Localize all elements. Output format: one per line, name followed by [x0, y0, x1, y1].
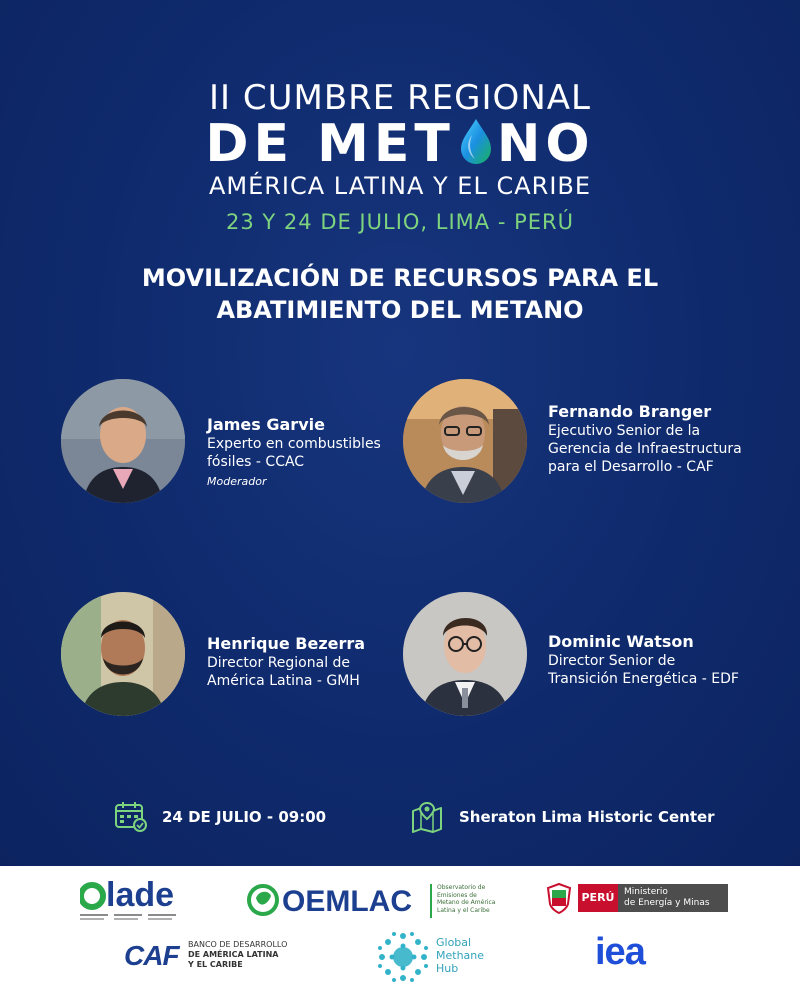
speaker-card-henrique-bezerra — [207, 634, 397, 690]
event-date-place: 23 Y 24 DE JULIO, LIMA - PERÚ — [226, 210, 574, 234]
speaker-role-line1: Director Regional de — [207, 655, 351, 671]
speaker-name: James Garvie — [207, 415, 325, 434]
oemlac-logo — [247, 880, 497, 924]
oemlac-subtitle-2: Emisiones de — [437, 891, 477, 899]
olade-logo — [80, 874, 230, 924]
speaker-card-james-garvie — [207, 415, 397, 488]
session-venue: Sheraton Lima Historic Center — [459, 808, 715, 826]
calendar-icon — [114, 799, 148, 833]
map-pin-icon — [410, 799, 444, 833]
minem-line2: de Energía y Minas — [624, 898, 710, 908]
event-title-part2: NO — [496, 114, 595, 174]
session-title — [0, 262, 800, 326]
minem-line1: Ministerio — [624, 887, 668, 897]
session-title-line1: MOVILIZACIÓN DE RECURSOS PARA EL — [141, 264, 659, 292]
speaker-role-line2: Transición Energética - EDF — [548, 671, 739, 687]
speaker-name: Fernando Branger — [548, 402, 712, 421]
speaker-role-line2: fósiles - CCAC — [207, 454, 305, 470]
event-region: AMÉRICA LATINA Y EL CARIBE — [208, 172, 592, 200]
minem-label — [618, 884, 728, 912]
iea-wordmark: iea — [595, 931, 645, 973]
gmh-line3: Hub — [436, 962, 459, 975]
caf-subtitle-1: BANCO DE DESARROLLO — [188, 940, 288, 949]
caf-wordmark: CAF — [124, 940, 179, 971]
speaker-tag: Moderador — [207, 475, 267, 488]
svg-text:lade: lade — [106, 876, 175, 914]
speaker-name: Henrique Bezerra — [207, 634, 366, 653]
speaker-role-line3: para el Desarrollo - CAF — [548, 459, 714, 475]
minem-peru-logo — [544, 880, 728, 916]
peru-label: PERÚ — [578, 884, 618, 912]
iea-logo — [595, 932, 675, 972]
oemlac-subtitle-3: Metano de América — [437, 899, 496, 906]
sponsor-logos — [0, 866, 800, 1000]
global-methane-hub-logo — [374, 928, 494, 986]
oemlac-subtitle-1: Observatorio de — [437, 884, 486, 891]
gmh-line1: Global — [436, 936, 472, 949]
speaker-role-line2: América Latina - GMH — [207, 673, 360, 689]
caf-subtitle-3: Y EL CARIBE — [188, 960, 243, 969]
session-title-line2: ABATIMIENTO DEL METANO — [216, 296, 584, 324]
speaker-card-fernando-branger — [548, 402, 768, 476]
speaker-role-line1: Ejecutivo Senior de la — [548, 423, 701, 439]
caf-logo — [124, 938, 294, 978]
oemlac-subtitle-4: Latina y el Caribe — [437, 906, 490, 914]
speaker-role-line2: Gerencia de Infraestructura — [548, 441, 742, 457]
speaker-name: Dominic Watson — [548, 632, 694, 651]
svg-text:OEMLAC: OEMLAC — [282, 885, 412, 918]
methane-drop-icon — [457, 115, 495, 167]
speaker-role-line1: Experto en combustibles — [207, 436, 381, 452]
speaker-photo-dominic-watson — [403, 592, 527, 716]
gmh-line2: Methane — [436, 949, 485, 962]
speaker-photo-fernando-branger — [403, 379, 527, 503]
event-title-line2 — [0, 114, 800, 174]
event-title-line1: II CUMBRE REGIONAL — [209, 78, 591, 118]
session-date-time: 24 DE JULIO - 09:00 — [162, 808, 327, 826]
caf-subtitle-2: DE AMÉRICA LATINA — [188, 950, 279, 959]
speaker-photo-henrique-bezerra — [61, 592, 185, 716]
speaker-photo-james-garvie — [61, 379, 185, 503]
speaker-role-line1: Director Senior de — [548, 653, 676, 669]
event-title-part1: DE MET — [205, 114, 455, 174]
speaker-card-dominic-watson — [548, 632, 768, 688]
